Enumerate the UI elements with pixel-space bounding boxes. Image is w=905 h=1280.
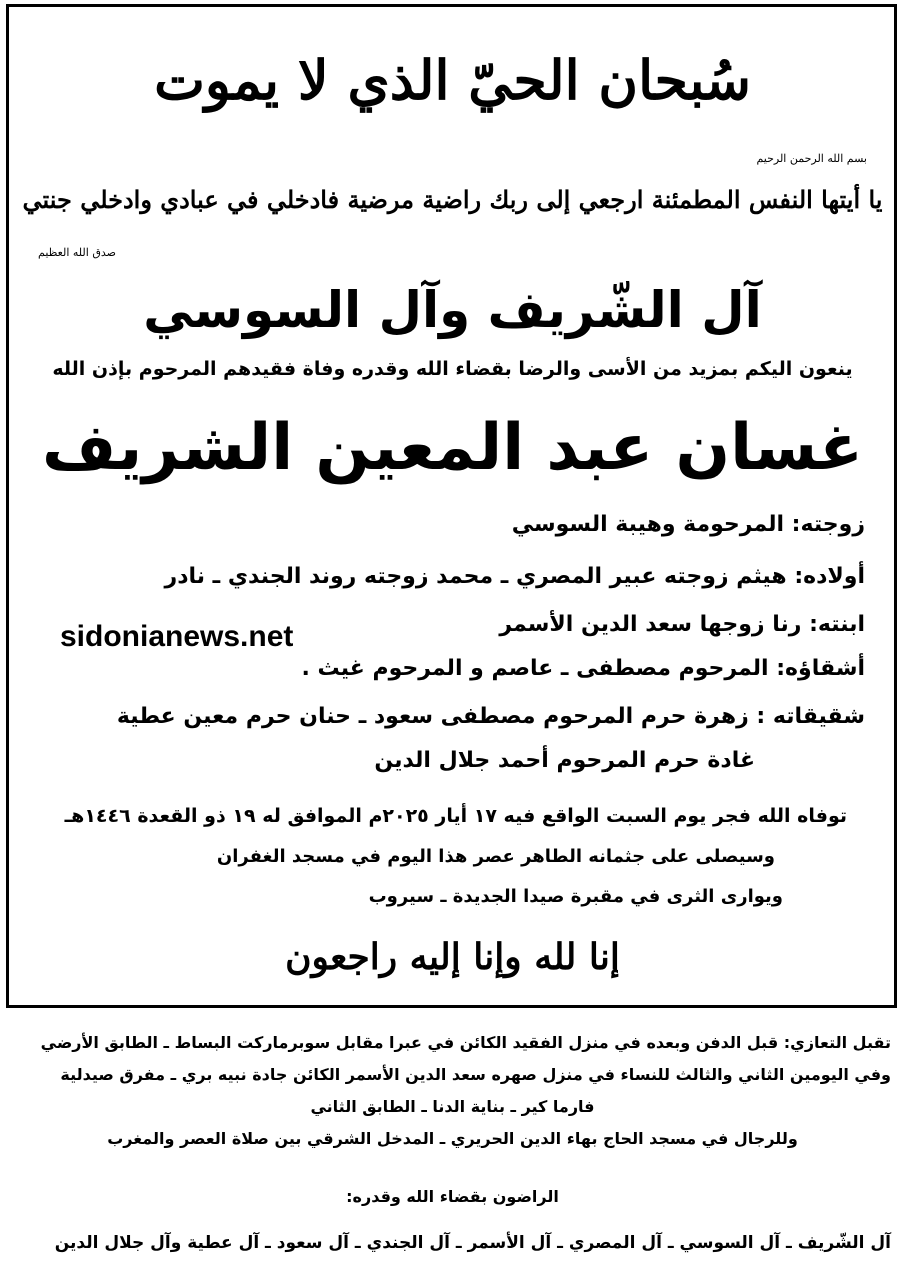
relative-sisters: شقيقاته : زهرة حرم المرحوم مصطفى سعود ـ حنان حرم معين عطية xyxy=(116,704,865,729)
quran-verse: يا أيتها النفس المطمئنة ارجعي إلى ربك راضية مرضية فادخلي في عبادي وادخلي جنتي xyxy=(22,185,883,214)
sadaq-text: صدق الله العظيم xyxy=(38,246,116,259)
condolence-line: وفي اليومين الثاني والثالث للنساء في منزل صهره سعد الدين الأسمر الكائن جادة نبيه بري ـ مفرق صيدلية xyxy=(60,1065,891,1084)
relative-brothers: أشقاؤه: المرحوم مصطفى ـ عاصم و المرحوم غيث . xyxy=(301,656,865,681)
relative-daughter: ابنته: رنا زوجها سعد الدين الأسمر xyxy=(499,612,865,637)
closing-verse: إنا لله وإنا إليه راجعون xyxy=(285,936,620,978)
watermark-site: sidonianews.net xyxy=(60,620,294,653)
announcement-text: ينعون اليكم بمزيد من الأسى والرضا بقضاء الله وقدره وفاة فقيدهم المرحوم بإذن الله xyxy=(52,358,853,380)
condolence-line: فارما كير ـ بناية الدنا ـ الطابق الثاني xyxy=(310,1097,595,1116)
death-date-line: توفاه الله فجر يوم السبت الواقع فيه ١٧ أيار ٢٠٢٥م الموافق له ١٩ ذو القعدة ١٤٤٦هـ xyxy=(64,805,847,827)
relative-wife: زوجته: المرحومة وهيبة السوسي xyxy=(511,512,865,537)
condolence-line: وللرجال في مسجد الحاج بهاء الدين الحريري ـ المدخل الشرقي بين صلاة العصر والمغرب xyxy=(107,1129,798,1148)
relative-sons: أولاده: هيثم زوجته عبير المصري ـ محمد زوجته روند الجندي ـ نادر xyxy=(164,564,865,589)
deceased-name: غسان عبد المعين الشريف xyxy=(41,411,864,485)
condolence-line: تقبل التعازي: قبل الدفن وبعده في منزل الفقيد الكائن في عبرا مقابل سوبرماركت البساط ـ الطابق الأرضي xyxy=(40,1033,891,1052)
prayer-line: وسيصلى على جثمانه الطاهر عصر هذا اليوم في مسجد الغفران xyxy=(216,846,775,867)
header-title: سُبحان الحيّ الذي لا يموت xyxy=(154,48,751,112)
mourners-title: الراضون بقضاء الله وقدره: xyxy=(346,1187,559,1206)
families-heading: آل الشّريف وآل السوسي xyxy=(143,281,762,339)
relative-sisters-cont: غادة حرم المرحوم أحمد جلال الدين xyxy=(374,748,755,773)
basmala: بسم الله الرحمن الرحيم xyxy=(756,152,867,165)
mourners-families: آل الشّريف ـ آل السوسي ـ آل المصري ـ آل الأسمر ـ آل الجندي ـ آل سعود ـ آل عطية وآل جلال الدين xyxy=(54,1233,891,1253)
burial-line: ويوارى الثرى في مقبرة صيدا الجديدة ـ سيروب xyxy=(368,886,783,907)
